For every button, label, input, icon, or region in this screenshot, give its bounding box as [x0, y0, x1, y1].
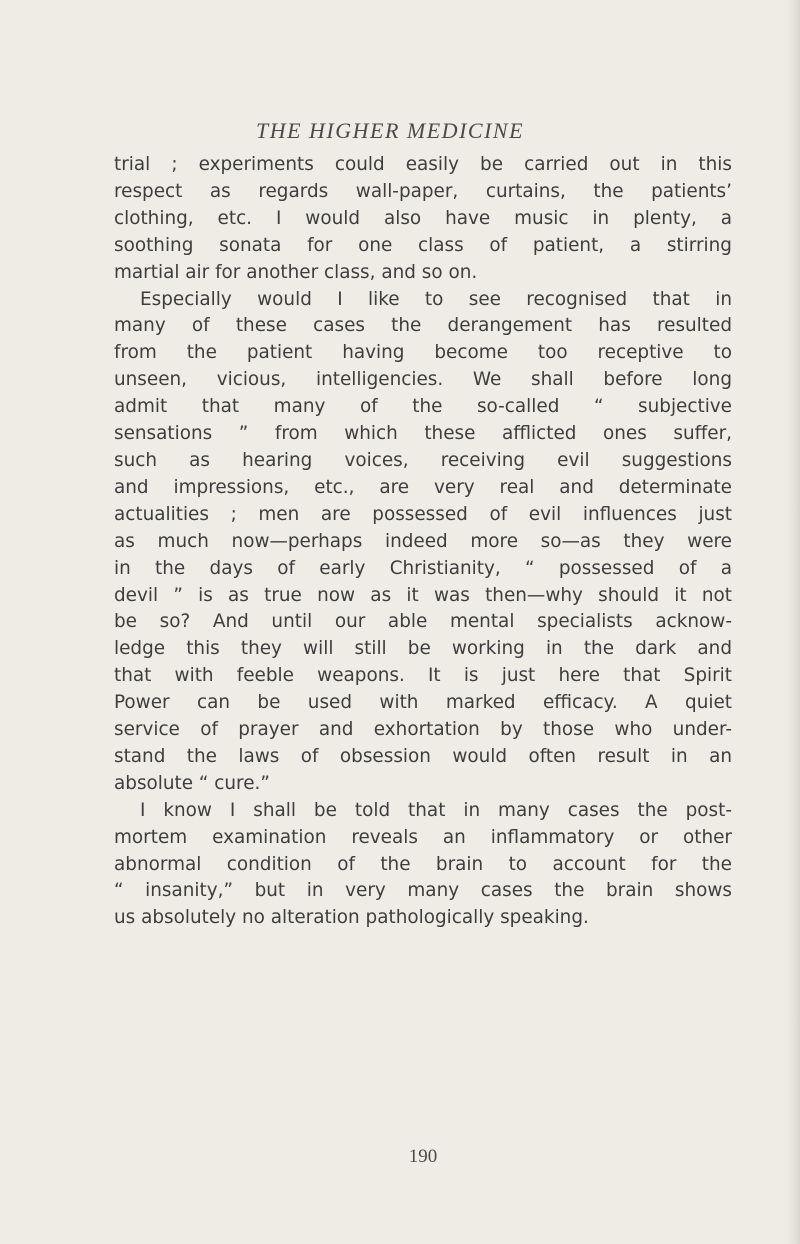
text-line: stand the laws of obsession would often result in an	[114, 745, 732, 767]
text-line: as much now—perhaps indeed more so—as they were	[114, 530, 732, 552]
text-line: actualities ; men are possessed of evil influences just	[114, 503, 732, 525]
text-line: be so? And until our able mental specialists acknow-	[114, 611, 732, 633]
running-head: THE HIGHER MEDICINE	[255, 118, 525, 143]
text-line: clothing, etc. I would also have music in plenty, a	[114, 207, 732, 229]
paragraph-1	[114, 152, 732, 287]
text-line: admit that many of the so-called “ subjective	[114, 396, 732, 418]
text-line: and impressions, etc., are very real and determinate	[114, 476, 732, 498]
page-edge-shadow	[786, 0, 800, 1244]
text-line: in the days of early Christianity, “ possessed of a	[114, 557, 732, 579]
paragraph-3	[114, 798, 732, 933]
text-line: mortem examination reveals an inflammatory or other	[114, 826, 732, 848]
text-line: trial ; experiments could easily be carried out in this	[114, 154, 732, 175]
text-line: “ insanity,” but in very many cases the brain shows	[114, 880, 732, 902]
page-number: 190	[408, 1146, 438, 1167]
text-line: devil ” is as true now as it was then—why should it not	[114, 584, 732, 606]
text-line: us absolutely no alteration pathologically speaking.	[114, 907, 589, 929]
text-line: service of prayer and exhortation by those who under-	[114, 719, 732, 741]
text-line: unseen, vicious, intelligencies. We shall before long	[114, 369, 732, 391]
text-line: Power can be used with marked efficacy. A quiet	[114, 692, 732, 714]
text-line: respect as regards wall-paper, curtains, the patients’	[114, 180, 732, 202]
text-line: abnormal condition of the brain to account for the	[114, 853, 732, 875]
body-text	[114, 152, 732, 932]
text-line: such as hearing voices, receiving evil suggestions	[114, 449, 732, 471]
text-line: soothing sonata for one class of patient, a stirring	[114, 234, 732, 256]
paragraph-2	[114, 287, 732, 798]
text-line: ledge this they will still be working in the dark and	[114, 638, 732, 660]
text-line: absolute “ cure.”	[114, 772, 270, 794]
text-line: many of these cases the derangement has resulted	[114, 315, 732, 337]
text-line: from the patient having become too receptive to	[114, 342, 732, 364]
text-line: I know I shall be told that in many cases the post-	[140, 799, 732, 821]
text-line: that with feeble weapons. It is just here that Spirit	[114, 665, 732, 687]
text-line: martial air for another class, and so on.	[114, 261, 478, 283]
text-line: Especially would I like to see recognised that in	[140, 288, 732, 310]
text-line: sensations ” from which these afflicted ones suffer,	[114, 423, 732, 445]
